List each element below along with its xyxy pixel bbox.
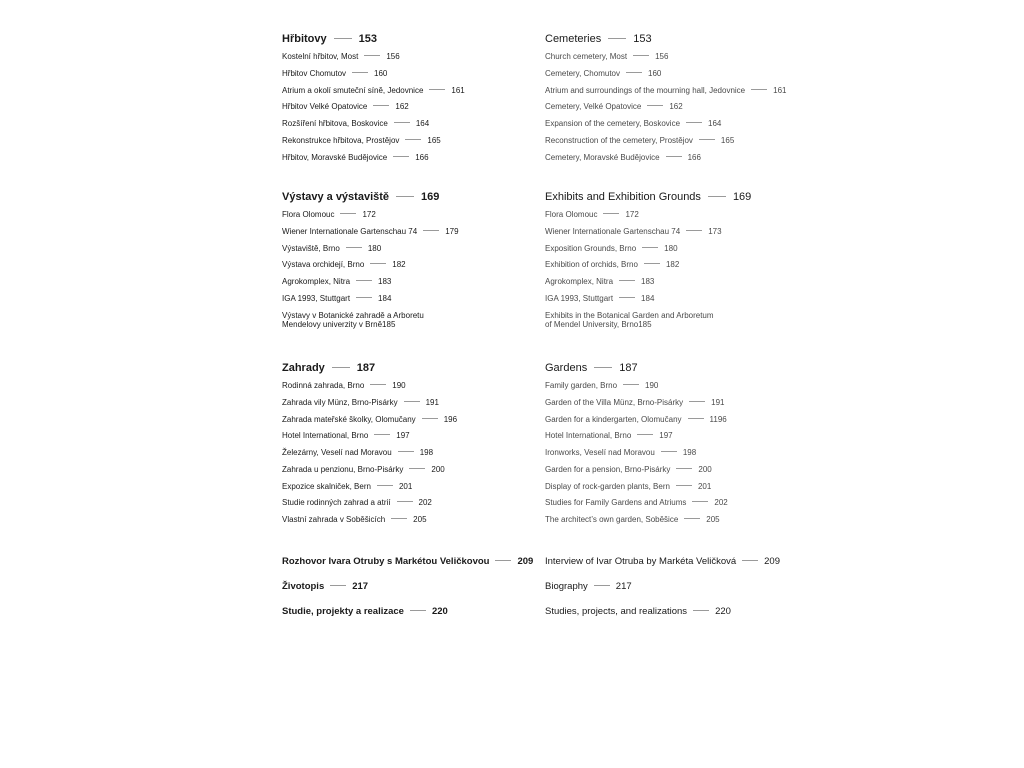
leader-line — [370, 263, 386, 264]
leader-line — [377, 485, 393, 486]
entry-page-number: 162 — [669, 102, 683, 112]
toc-section — [282, 191, 532, 335]
entry-page-number: 182 — [392, 260, 406, 270]
leader-line — [686, 122, 702, 123]
entry-page-number: 165 — [720, 135, 735, 145]
leader-line — [688, 418, 704, 419]
toc-chapter — [282, 556, 542, 567]
section-page-number: 169 — [732, 191, 752, 203]
entry-title: Vlastní zahrada v Soběšicích — [282, 515, 386, 524]
entry-title: Cemetery, Velké Opatovice — [545, 102, 642, 112]
leader-line — [692, 501, 708, 502]
toc-entry[interactable] — [545, 86, 795, 103]
entry-title: Expansion of the cemetery, Boskovice — [545, 119, 681, 128]
entry-page-number: 184 — [641, 293, 655, 303]
leader-line — [676, 468, 692, 469]
toc-entry[interactable] — [282, 227, 532, 244]
entry-title: Exhibits in the Botanical Garden and Arboretum — [545, 310, 714, 320]
entry-title-continued: of Mendel University, Brno — [545, 319, 639, 329]
toc-entry[interactable] — [282, 119, 532, 136]
leader-line — [352, 72, 368, 73]
entry-line-1 — [545, 311, 795, 320]
toc-entry[interactable] — [545, 244, 795, 261]
entry-title: Church cemetery, Most — [545, 52, 628, 61]
entry-page-number: 197 — [659, 431, 673, 441]
toc-chapter — [545, 581, 805, 592]
leader-line — [708, 196, 726, 197]
toc-entry[interactable] — [282, 381, 532, 398]
entry-title: Hotel International, Brno — [545, 431, 632, 441]
entry-page-number: 190 — [392, 381, 406, 390]
entry-page-number: 165 — [427, 135, 441, 145]
toc-entry[interactable] — [282, 431, 532, 448]
leader-line — [373, 105, 389, 106]
toc-entry[interactable] — [545, 482, 795, 499]
entry-title: Rekonstrukce hřbitova, Prostějov — [282, 135, 400, 145]
entry-page-number: 172 — [625, 210, 639, 219]
toc-entry[interactable] — [282, 153, 532, 170]
entry-title: Display of rock-garden plants, Bern — [545, 481, 670, 491]
entry-title: Studie rodinných zahrad a atrií — [282, 498, 391, 508]
toc-entry[interactable] — [545, 515, 795, 532]
entry-title: Zahrada mateřské školky, Olomučany — [282, 414, 416, 424]
toc-entry[interactable] — [545, 311, 795, 335]
entry-line-2 — [282, 320, 532, 329]
entry-title: Zahrada vily Münz, Brno-Pisárky — [282, 397, 398, 407]
toc-entry[interactable] — [282, 294, 532, 311]
leader-line — [647, 105, 663, 106]
entry-page-number: 164 — [708, 119, 722, 128]
entry-line-2 — [545, 320, 795, 329]
leader-line — [396, 196, 414, 197]
entry-title: Atrium and surroundings of the mourning hall, Jedovnice — [545, 85, 746, 95]
leader-line — [405, 139, 421, 140]
section-title: Zahrady — [282, 362, 325, 374]
section-entries — [545, 52, 795, 169]
entry-page-number: 184 — [378, 293, 392, 303]
chapter-page-number: 217 — [615, 581, 632, 592]
entry-page-number: 183 — [378, 277, 392, 286]
toc-entry[interactable] — [282, 448, 532, 465]
toc-entry[interactable] — [282, 277, 532, 294]
entry-title: Hotel International, Brno — [282, 431, 369, 441]
leader-line — [676, 485, 692, 486]
entry-page-number: 205 — [413, 515, 427, 524]
toc-entry[interactable] — [545, 398, 795, 415]
section-page-number: 153 — [633, 33, 652, 45]
leader-line — [391, 518, 407, 519]
section-heading[interactable] — [545, 362, 795, 378]
entry-title: Cemetery, Chomutov — [545, 68, 620, 78]
toc-entry[interactable] — [545, 415, 795, 432]
leader-line — [356, 297, 372, 298]
entry-title: Výstavy v Botanické zahradě a Arboretu — [282, 310, 424, 320]
entry-page-number: 200 — [431, 464, 445, 474]
entry-page-number: 161 — [451, 85, 465, 95]
leader-line — [334, 38, 352, 39]
entry-title: IGA 1993, Stuttgart — [545, 293, 614, 303]
chapter-entry[interactable] — [282, 556, 542, 567]
leader-line — [684, 518, 700, 519]
entry-title: Garden for a kindergarten, Olomučany — [545, 414, 682, 424]
entry-title: Agrokomplex, Nitra — [282, 277, 351, 286]
section-page-number: 153 — [358, 33, 377, 45]
leader-line — [742, 560, 758, 561]
entry-page-number: 161 — [773, 85, 787, 95]
leader-line — [633, 55, 649, 56]
leader-line — [594, 367, 612, 368]
toc-section — [545, 33, 795, 169]
entry-line-1 — [282, 311, 532, 320]
chapter-entry[interactable] — [545, 606, 805, 617]
leader-line — [693, 610, 709, 611]
entry-title: Zahrada u penzionu, Brno-Pisárky — [282, 464, 404, 474]
toc-chapter — [545, 606, 805, 617]
entry-page-number: 166 — [415, 152, 429, 162]
entry-title: Reconstruction of the cemetery, Prostějov — [545, 135, 693, 145]
entry-page-number: 183 — [641, 277, 655, 286]
leader-line — [608, 38, 626, 39]
leader-line — [394, 122, 410, 123]
chapter-page-number: 209 — [517, 556, 534, 567]
leader-line — [356, 280, 372, 281]
leader-line — [603, 213, 619, 214]
chapter-page-number: 220 — [715, 606, 731, 617]
toc-entry[interactable] — [282, 244, 532, 261]
leader-line — [397, 501, 413, 502]
section-title: Gardens — [545, 362, 588, 374]
section-page-number: 187 — [356, 362, 376, 374]
leader-line — [642, 247, 658, 248]
entry-title: Rodinná zahrada, Brno — [282, 381, 365, 390]
chapter-page-number: 220 — [431, 606, 448, 617]
leader-line — [404, 401, 420, 402]
toc-entry[interactable] — [282, 398, 532, 415]
section-title: Výstavy a výstaviště — [282, 191, 390, 203]
leader-line — [751, 89, 767, 90]
entry-title: Exposition Grounds, Brno — [545, 243, 637, 253]
toc-chapter — [282, 606, 542, 617]
entry-page-number: 180 — [664, 243, 678, 253]
leader-line — [637, 434, 653, 435]
entry-title: Železárny, Veselí nad Moravou — [282, 448, 392, 457]
section-page-number: 187 — [619, 362, 638, 374]
entry-page-number: 172 — [362, 210, 376, 219]
entry-page-number: 182 — [665, 260, 680, 270]
entry-page-number: 196 — [443, 414, 458, 424]
chapter-title: Biography — [545, 581, 588, 592]
entry-title: Wiener Internationale Gartenschau 74 — [545, 226, 681, 236]
toc-entry[interactable] — [282, 515, 532, 532]
entry-page-number: 185 — [638, 319, 652, 329]
toc-entry[interactable] — [282, 52, 532, 69]
toc-entry[interactable] — [545, 277, 795, 294]
chapter-entry[interactable] — [282, 581, 542, 592]
chapter-title: Rozhovor Ivara Otruby s Markétou Veličkovou — [282, 556, 490, 567]
toc-entry[interactable] — [545, 210, 795, 227]
section-entries — [282, 381, 532, 532]
entry-title: Hřbitov Velké Opatovice — [282, 102, 368, 112]
chapter-entry[interactable] — [282, 606, 542, 617]
entry-title: Garden of the Villa Münz, Brno-Pisárky — [545, 397, 684, 407]
chapter-title: Studies, projects, and realizations — [545, 606, 688, 617]
toc-section — [282, 33, 532, 169]
entry-page-number: 198 — [419, 448, 434, 457]
entry-title-continued: Mendelovy univerzity v Brně — [282, 319, 383, 329]
entry-page-number: 173 — [708, 226, 722, 236]
leader-line — [594, 585, 610, 586]
leader-line — [393, 156, 409, 157]
entry-page-number: 190 — [645, 381, 659, 390]
leader-line — [626, 72, 642, 73]
entry-title: Rozšíření hřbitova, Boskovice — [282, 119, 388, 128]
toc-entry[interactable] — [282, 86, 532, 103]
toc-entry[interactable] — [282, 69, 532, 86]
entry-title: Ironworks, Veselí nad Moravou — [545, 448, 655, 457]
entry-page-number: 198 — [682, 448, 697, 457]
entry-title: Family garden, Brno — [545, 381, 618, 390]
toc-entry[interactable] — [545, 260, 795, 277]
chapter-page-number: 209 — [764, 556, 780, 567]
toc-entry[interactable] — [282, 260, 532, 277]
entry-title: Agrokomplex, Nitra — [545, 277, 614, 286]
leader-line — [370, 384, 386, 385]
chapter-entry[interactable] — [545, 581, 805, 592]
section-page-number: 169 — [421, 191, 440, 203]
entry-title: IGA 1993, Stuttgart — [282, 293, 351, 303]
leader-line — [364, 55, 380, 56]
leader-line — [644, 263, 660, 264]
chapter-title: Studie, projekty a realizace — [282, 606, 404, 617]
leader-line — [661, 451, 677, 452]
section-heading[interactable] — [545, 33, 795, 49]
entry-page-number: 205 — [706, 515, 720, 524]
toc-entry[interactable] — [545, 381, 795, 398]
toc-entry[interactable] — [282, 465, 532, 482]
entry-page-number: 201 — [398, 481, 413, 491]
toc-entry[interactable] — [282, 311, 532, 335]
entry-page-number: 156 — [655, 52, 669, 61]
chapter-page-number: 217 — [352, 581, 369, 592]
leader-line — [423, 230, 439, 231]
toc-entry[interactable] — [545, 153, 795, 170]
leader-line — [374, 434, 390, 435]
section-heading[interactable] — [282, 33, 532, 49]
entry-page-number: 200 — [698, 464, 712, 474]
leader-line — [619, 297, 635, 298]
section-title: Cemeteries — [545, 33, 602, 45]
toc-entry[interactable] — [282, 136, 532, 153]
entry-page-number: 160 — [648, 68, 662, 78]
leader-line — [410, 610, 426, 611]
section-entries — [545, 210, 795, 335]
toc-entry[interactable] — [545, 498, 795, 515]
leader-line — [332, 367, 350, 368]
entry-page-number: 191 — [425, 397, 439, 407]
entry-title: Hřbitov, Moravské Budějovice — [282, 152, 388, 162]
section-heading[interactable] — [545, 191, 795, 207]
leader-line — [619, 280, 635, 281]
toc-entry[interactable] — [545, 227, 795, 244]
entry-title: Výstava orchidejí, Brno — [282, 260, 365, 270]
section-entries — [282, 210, 532, 335]
toc-section — [545, 191, 795, 335]
leader-line — [409, 468, 425, 469]
toc-entry[interactable] — [545, 448, 795, 465]
section-title: Hřbitovy — [282, 33, 327, 45]
toc-entry[interactable] — [282, 210, 532, 227]
entry-page-number: 185 — [382, 319, 396, 329]
leader-line — [699, 139, 715, 140]
toc-entry[interactable] — [545, 431, 795, 448]
entry-page-number: 162 — [395, 102, 409, 112]
leader-line — [422, 418, 438, 419]
section-entries — [282, 52, 532, 169]
section-heading[interactable] — [282, 362, 532, 378]
entry-title: Kostelní hřbitov, Most — [282, 52, 359, 61]
entry-title: The architect’s own garden, Soběšice — [545, 515, 679, 524]
chapter-title: Interview of Ivar Otruba by Markéta Veličková — [545, 556, 737, 567]
toc-entry[interactable] — [282, 498, 532, 515]
chapter-title: Životopis — [282, 581, 325, 592]
toc-entry[interactable] — [545, 52, 795, 69]
leader-line — [330, 585, 346, 586]
leader-line — [346, 247, 362, 248]
chapter-entry[interactable] — [545, 556, 805, 567]
entry-page-number: 201 — [697, 481, 712, 491]
entry-page-number: 179 — [445, 226, 459, 236]
entry-title: Atrium a okolí smuteční síně, Jedovnice — [282, 85, 424, 95]
toc-entry[interactable] — [545, 465, 795, 482]
leader-line — [340, 213, 356, 214]
section-heading[interactable] — [282, 191, 532, 207]
entry-title: Flora Olomouc — [282, 210, 335, 219]
toc-entry[interactable] — [282, 415, 532, 432]
section-title: Exhibits and Exhibition Grounds — [545, 191, 701, 203]
entry-title: Studies for Family Gardens and Atriums — [545, 498, 687, 508]
toc-entry[interactable] — [545, 119, 795, 136]
toc-entry[interactable] — [545, 136, 795, 153]
toc-section — [545, 362, 795, 532]
leader-line — [398, 451, 414, 452]
entry-page-number: 160 — [374, 68, 388, 78]
entry-page-number: 1196 — [709, 414, 727, 424]
toc-section — [282, 362, 532, 532]
entry-title: Cemetery, Moravské Budějovice — [545, 152, 660, 162]
leader-line — [623, 384, 639, 385]
entry-title: Exhibition of orchids, Brno — [545, 260, 638, 270]
toc-entry[interactable] — [282, 102, 532, 119]
toc-entry[interactable] — [282, 482, 532, 499]
toc-entry[interactable] — [545, 102, 795, 119]
entry-page-number: 180 — [367, 243, 382, 253]
toc-chapter — [545, 556, 805, 567]
entry-page-number: 166 — [687, 152, 701, 162]
entry-page-number: 164 — [415, 119, 430, 128]
entry-title: Expozice skalniček, Bern — [282, 481, 371, 491]
toc-entry[interactable] — [545, 294, 795, 311]
toc-entry[interactable] — [545, 69, 795, 86]
section-entries — [545, 381, 795, 532]
entry-page-number: 197 — [396, 431, 410, 441]
entry-title: Wiener Internationale Gartenschau 74 — [282, 226, 418, 236]
entry-title: Flora Olomouc — [545, 210, 598, 219]
entry-title: Hřbitov Chomutov — [282, 68, 347, 78]
entry-title: Garden for a pension, Brno-Pisárky — [545, 464, 671, 474]
leader-line — [495, 560, 511, 561]
entry-page-number: 156 — [386, 52, 400, 61]
entry-page-number: 202 — [418, 498, 432, 508]
entry-title: Výstaviště, Brno — [282, 243, 340, 253]
leader-line — [429, 89, 445, 90]
entry-page-number: 191 — [711, 397, 725, 407]
leader-line — [686, 230, 702, 231]
toc-chapter — [282, 581, 542, 592]
leader-line — [689, 401, 705, 402]
leader-line — [666, 156, 682, 157]
entry-page-number: 202 — [714, 498, 728, 508]
